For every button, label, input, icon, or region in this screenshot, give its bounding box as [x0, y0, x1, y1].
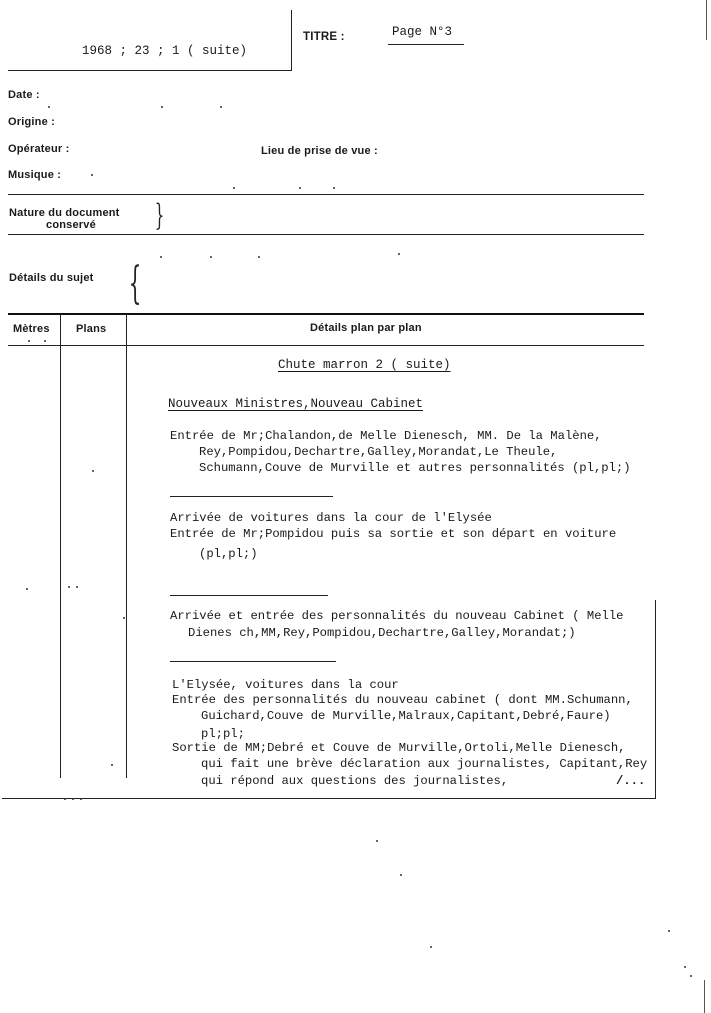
- scan-speck: [44, 340, 46, 342]
- nature-label-conserve: conservé: [46, 219, 96, 231]
- scan-speck: [76, 586, 78, 588]
- scan-speck: [210, 256, 212, 258]
- block4-line6: qui fait une brève déclaration aux journalistes, Capitant,Rey: [201, 757, 648, 771]
- details-sujet-label: Détails du sujet: [9, 272, 94, 284]
- block1-line2: Rey,Pompidou,Dechartre,Galley,Morandat,Le Theule,: [199, 445, 558, 459]
- scan-speck: [48, 106, 50, 108]
- operateur-label: Opérateur :: [8, 143, 70, 155]
- table-right-border: [655, 600, 656, 798]
- block2-line2: Entrée de Mr;Pompidou puis sa sortie et son départ en voiture: [170, 527, 617, 541]
- scan-speck: [376, 840, 378, 842]
- block1-line1: Entrée de Mr;Chalandon,de Melle Dienesch, MM. De la Malène,: [170, 429, 602, 443]
- scan-speck: [160, 256, 162, 258]
- scan-speck: [64, 798, 66, 800]
- scan-speck: [299, 187, 301, 189]
- table-header-rule: [8, 345, 644, 346]
- scan-speck: [72, 798, 74, 800]
- details-sujet-brace: {: [128, 258, 142, 309]
- scan-speck: [91, 174, 93, 176]
- scan-speck: [690, 975, 692, 977]
- scan-speck: [28, 340, 30, 342]
- scan-speck: [333, 187, 335, 189]
- musique-label: Musique :: [8, 169, 62, 181]
- col-header-details: Détails plan par plan: [310, 322, 422, 334]
- block4-line5: Sortie de MM;Debré et Couve de Murville,Ortoli,Melle Dienesch,: [172, 741, 626, 755]
- document-reference: 1968 ; 23 ; 1 ( suite): [82, 44, 248, 58]
- scan-speck: [220, 106, 222, 108]
- scan-speck: [92, 470, 94, 472]
- continuation-mark: /...: [616, 774, 646, 788]
- rule-after-nature: [8, 234, 644, 235]
- scan-speck: [68, 586, 70, 588]
- origine-label: Origine :: [8, 116, 56, 128]
- scan-speck: [233, 187, 235, 189]
- content-subheading: Nouveaux Ministres,Nouveau Cabinet: [168, 397, 424, 411]
- block-separator-2: [170, 595, 328, 596]
- scan-speck: [161, 106, 163, 108]
- scan-edge-mark: [704, 980, 705, 1013]
- header-bottom-rule: [8, 70, 292, 71]
- rule-after-musique: [8, 194, 644, 195]
- col-divider-1: [60, 314, 61, 778]
- titre-label: TITRE :: [303, 31, 345, 43]
- table-bottom-rule: [2, 798, 656, 799]
- block2-line3: (pl,pl;): [199, 547, 258, 561]
- block3-line1: Arrivée et entrée des personnalités du nouveau Cabinet ( Melle: [170, 609, 624, 623]
- scan-edge-mark: [706, 0, 707, 40]
- page-number: Page N°3: [392, 25, 453, 39]
- scan-speck: [26, 588, 28, 590]
- col-divider-2: [126, 314, 127, 778]
- table-top-rule: [8, 313, 644, 315]
- block4-line3: Guichard,Couve de Murville,Malraux,Capitant,Debré,Faure): [201, 709, 611, 723]
- scan-speck: [398, 253, 400, 255]
- scan-speck: [123, 617, 125, 619]
- scan-speck: [258, 256, 260, 258]
- scan-speck: [80, 798, 82, 800]
- nature-brace: }: [154, 198, 165, 233]
- nature-label: Nature du document: [9, 207, 120, 219]
- col-header-plans: Plans: [76, 323, 107, 335]
- block4-line7: qui répond aux questions des journalistes,: [201, 774, 509, 788]
- block4-line2: Entrée des personnalités du nouveau cabinet ( dont MM.Schumann,: [172, 693, 633, 707]
- date-label: Date :: [8, 89, 40, 101]
- block4-line4: pl;pl;: [201, 727, 245, 741]
- lieu-label: Lieu de prise de vue :: [261, 145, 378, 157]
- block1-line3: Schumann,Couve de Murville et autres personnalités (pl,pl;): [199, 461, 631, 475]
- block3-line2: Dienes ch,MM,Rey,Pompidou,Dechartre,Galley,Morandat;): [188, 626, 576, 640]
- block2-line1: Arrivée de voitures dans la cour de l'Elysée: [170, 511, 492, 525]
- header-divider: [291, 10, 292, 70]
- scan-speck: [430, 946, 432, 948]
- page-number-underline: [388, 44, 464, 45]
- block-separator-1: [170, 496, 333, 497]
- scan-speck: [668, 930, 670, 932]
- content-heading: Chute marron 2 ( suite): [278, 358, 451, 372]
- block-separator-3: [170, 661, 336, 662]
- col-header-metres: Mètres: [13, 323, 50, 335]
- scan-speck: [111, 764, 113, 766]
- scan-speck: [684, 966, 686, 968]
- block4-line1: L'Elysée, voitures dans la cour: [172, 678, 399, 692]
- scan-speck: [400, 874, 402, 876]
